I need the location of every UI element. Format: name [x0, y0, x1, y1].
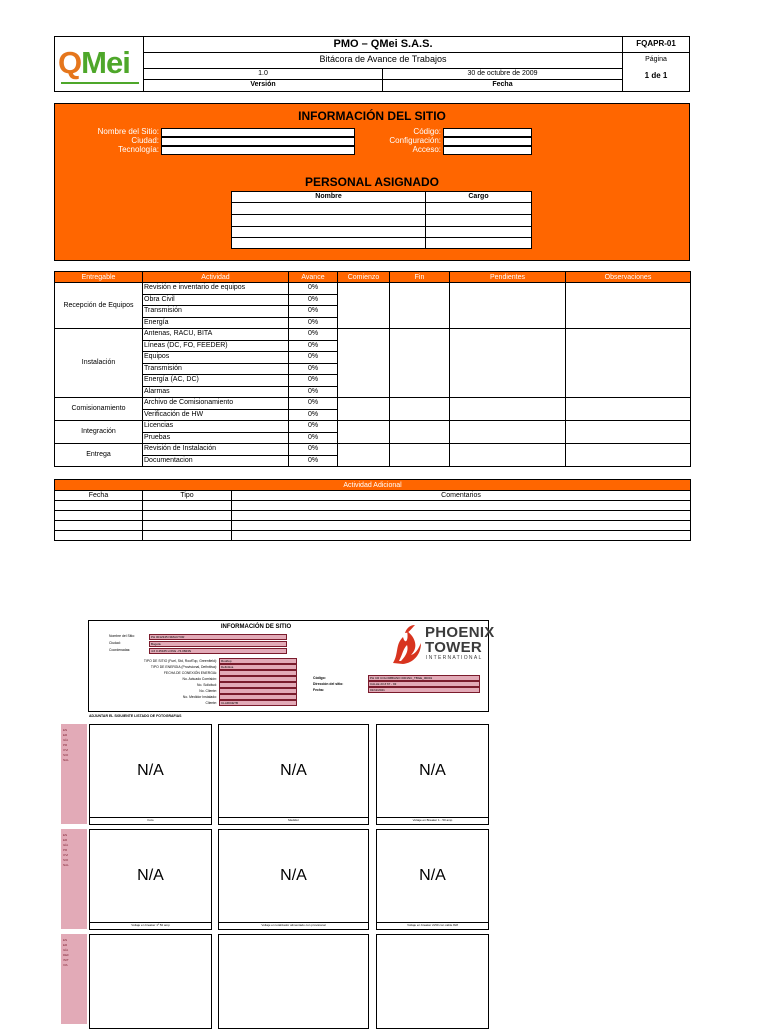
site-info-panel — [54, 103, 690, 261]
page-label: Página — [645, 56, 667, 63]
pending-cell[interactable] — [450, 283, 566, 329]
photo-caption: Voltaje en Breaker 1 - 50 amp — [377, 817, 488, 824]
side-band — [61, 934, 87, 1024]
col-observations: Observaciones — [566, 272, 691, 283]
personnel-header-name: Nombre — [315, 193, 342, 200]
photo-slot[interactable] — [218, 724, 369, 825]
end-cell[interactable] — [390, 283, 450, 329]
report-label: Dirección del sitio: — [313, 682, 344, 686]
doc-code: FQAPR-01 — [636, 39, 676, 48]
photo-slot[interactable] — [89, 934, 212, 1029]
report-label: FECHA DE CONEXIÓN ENERGIA: — [163, 671, 217, 675]
report-value: Rooftop — [219, 658, 297, 664]
observations-cell[interactable] — [566, 329, 691, 398]
col-comments: Comentarios — [232, 491, 691, 501]
technology-field[interactable] — [161, 146, 355, 155]
report-value: Bogotá — [149, 641, 287, 647]
progress-cell[interactable]: 0% — [289, 455, 338, 467]
progress-cell[interactable]: 0% — [289, 283, 338, 295]
activity-cell: Verificación de HW — [143, 409, 289, 421]
report-label: Nombre del Sitio: — [109, 634, 136, 638]
site-info-title: INFORMACIÓN DEL SITIO — [298, 109, 446, 123]
report-label: TIPO DE ENERGIA (Provisional, Definitiva): — [150, 665, 217, 669]
table-row — [55, 421, 691, 433]
photo-slot[interactable] — [218, 934, 369, 1029]
activity-cell: Pruebas — [143, 432, 289, 444]
logo-mei: Mei — [81, 45, 130, 80]
progress-cell[interactable]: 0% — [289, 294, 338, 306]
qmei-logo — [55, 37, 144, 91]
report-value: 01/11/2021 — [368, 687, 480, 693]
activity-cell: Obra Civil — [143, 294, 289, 306]
end-cell[interactable] — [390, 444, 450, 467]
additional-activity-table — [54, 479, 690, 541]
progress-cell[interactable]: 0% — [289, 421, 338, 433]
label-access: Acceso: — [412, 145, 441, 154]
date-value: 30 de octubre de 2009 — [467, 70, 538, 77]
report-label: No. Cliente: — [199, 689, 217, 693]
progress-cell[interactable]: 0% — [289, 329, 338, 341]
access-field[interactable] — [443, 146, 532, 155]
progress-cell[interactable]: 0% — [289, 409, 338, 421]
progress-cell[interactable]: 0% — [289, 352, 338, 364]
col-activity: Actividad — [143, 272, 289, 283]
date-label: Fecha — [492, 81, 513, 88]
report-label: Fecha: — [313, 688, 324, 692]
activity-cell: Energía — [143, 317, 289, 329]
col-type: Tipo — [143, 491, 232, 501]
report-label: Código: — [313, 676, 326, 680]
start-cell[interactable] — [338, 421, 390, 444]
deliverable-cell: Comisionamiento — [55, 398, 143, 421]
report-label: No. Medidor Instalado: — [182, 695, 217, 699]
col-progress: Avance — [289, 272, 338, 283]
report-label: No. Actuado Comisión: — [182, 677, 217, 681]
table-row[interactable] — [55, 521, 691, 531]
document-header — [54, 36, 690, 92]
personnel-header-role: Cargo — [468, 193, 489, 200]
activity-cell: Revisión e inventario de equipos — [143, 283, 289, 295]
photo-slot[interactable] — [89, 724, 212, 825]
start-cell[interactable] — [338, 444, 390, 467]
version-value: 1.0 — [258, 70, 268, 77]
configuration-field[interactable] — [443, 137, 532, 146]
observations-cell[interactable] — [566, 398, 691, 421]
start-cell[interactable] — [338, 329, 390, 398]
col-pending: Pendientes — [450, 272, 566, 283]
col-end: Fin — [390, 272, 450, 283]
activity-cell: Documentacion — [143, 455, 289, 467]
progress-cell[interactable]: 0% — [289, 444, 338, 456]
side-band — [61, 724, 87, 824]
photo-placeholder: N/A — [419, 867, 446, 884]
photo-placeholder: N/A — [280, 867, 307, 884]
photo-slot[interactable] — [376, 934, 489, 1029]
start-cell[interactable] — [338, 283, 390, 329]
table-row[interactable] — [55, 501, 691, 511]
progress-cell[interactable]: 0% — [289, 317, 338, 329]
table-row — [55, 329, 691, 341]
version-label: Versión — [250, 81, 276, 88]
logo-phoenix: PHOENIX — [425, 624, 495, 641]
label-site-name: Nombre del Sitio: — [97, 127, 159, 136]
photo-placeholder: N/A — [280, 762, 307, 779]
deliverable-cell: Recepción de Equipos — [55, 283, 143, 329]
report-label: Coordenadas: — [109, 648, 131, 652]
label-city: Ciudad: — [131, 136, 159, 145]
activity-cell: Licencias — [143, 421, 289, 433]
observations-cell[interactable] — [566, 421, 691, 444]
personnel-table — [231, 191, 532, 249]
label-configuration: Configuración: — [389, 136, 441, 145]
observations-cell[interactable] — [566, 444, 691, 467]
activity-cell: Transmisión — [143, 306, 289, 318]
pending-cell[interactable] — [450, 444, 566, 467]
report-label: TIPO DE SITIO (Fuel, Std, RoofTop, Greenfield): — [143, 659, 217, 663]
header-center — [144, 37, 622, 91]
photo-caption: Voltaje en breaker 1º 50 amp — [90, 922, 211, 929]
side-band-label: ENERGÍA PROVISIONAL — [63, 833, 69, 867]
photo-slot[interactable] — [376, 724, 489, 825]
progress-cell[interactable]: 0% — [289, 432, 338, 444]
activity-cell: Energía (AC, DC) — [143, 375, 289, 387]
doc-subtitle: Bitácora de Avance de Trabajos — [319, 54, 447, 64]
city-field[interactable] — [161, 137, 355, 146]
activity-cell: Equipos — [143, 352, 289, 364]
report-value: Definitiva — [219, 664, 297, 670]
header-right — [622, 37, 689, 91]
progress-cell[interactable]: 0% — [289, 398, 338, 410]
report-value: CLARO/ETB — [219, 700, 297, 706]
report-label: No. Solicitud: — [197, 683, 217, 687]
start-cell[interactable] — [338, 398, 390, 421]
pending-cell[interactable] — [450, 398, 566, 421]
additional-title: Actividad Adicional — [55, 480, 691, 491]
doc-title: PMO – QMei S.A.S. — [333, 38, 433, 50]
side-band-label: ENERGÍA DEFINITIVA — [63, 938, 69, 967]
photo-placeholder: N/A — [137, 762, 164, 779]
end-cell[interactable] — [390, 398, 450, 421]
progress-cell[interactable]: 0% — [289, 375, 338, 387]
activity-cell: Alarmas — [143, 386, 289, 398]
side-band — [61, 829, 87, 929]
page-value: 1 de 1 — [644, 71, 668, 80]
report-value: 4.6 0.45165 LONG -74.0823N — [149, 648, 287, 654]
table-row[interactable] — [55, 511, 691, 521]
report-label: Cliente: — [205, 701, 217, 705]
side-band-label: ENERGÍA PROVISIONAL — [63, 728, 69, 762]
personnel-title: PERSONAL ASIGNADO — [304, 175, 439, 189]
logo-tower: TOWER — [425, 639, 483, 656]
photo-placeholder: N/A — [137, 867, 164, 884]
activities-table — [54, 271, 690, 467]
activity-cell: Transmisión — [143, 363, 289, 375]
progress-cell[interactable]: 0% — [289, 340, 338, 352]
col-date: Fecha — [55, 491, 143, 501]
report-value: CALLE 23 # 67 - 93 — [368, 681, 480, 687]
photo-caption: Voltaje en breaker 2x50 con cable 8x8 — [377, 922, 488, 929]
col-start: Comienzo — [338, 272, 390, 283]
pending-cell[interactable] — [450, 329, 566, 398]
photo-caption: Medidor — [219, 817, 368, 824]
phoenix-bird-icon — [389, 623, 423, 665]
phoenix-tower-logo — [389, 623, 495, 667]
photo-caption: Foto — [90, 817, 211, 824]
report-title: INFORMACIÓN DE SITIO — [220, 624, 292, 630]
activity-cell: Revisión de Instalación — [143, 444, 289, 456]
photo-slot[interactable] — [376, 829, 489, 930]
site-name-field[interactable] — [161, 128, 355, 137]
observations-cell[interactable] — [566, 283, 691, 329]
table-row — [55, 398, 691, 410]
table-row[interactable] — [55, 531, 691, 541]
photo-slot[interactable] — [89, 829, 212, 930]
report-value: PH CR COLOMBIANO 0001NC_TBGE_00001 — [368, 675, 480, 681]
col-deliverable: Entregable — [55, 272, 143, 283]
activity-cell: Archivo de Comisionamiento — [143, 398, 289, 410]
site-report-header — [88, 620, 495, 712]
end-cell[interactable] — [390, 329, 450, 398]
progress-cell[interactable]: 0% — [289, 306, 338, 318]
deliverable-cell: Instalación — [55, 329, 143, 398]
photo-caption: Voltaje en totalizador alimentado con provisional — [219, 922, 368, 929]
photo-slot[interactable] — [218, 829, 369, 930]
table-row — [55, 444, 691, 456]
logo-q: Q — [58, 45, 82, 80]
pending-cell[interactable] — [450, 421, 566, 444]
activity-cell: Antenas, RACU, BITA — [143, 329, 289, 341]
end-cell[interactable] — [390, 421, 450, 444]
label-technology: Tecnología: — [118, 145, 159, 154]
photo-list-note: ADJUNTAR EL SIGUIENTE LISTADO DE FOTOGRAFIAS — [89, 714, 182, 718]
progress-cell[interactable]: 0% — [289, 363, 338, 375]
table-row — [55, 283, 691, 295]
report-value: PH 0012345 NIMACTOR — [149, 634, 287, 640]
logo-international: INTERNATIONAL — [426, 655, 483, 661]
label-code: Código: — [413, 127, 441, 136]
deliverable-cell: Integración — [55, 421, 143, 444]
photo-placeholder: N/A — [419, 762, 446, 779]
report-label: Ciudad: — [109, 641, 121, 645]
code-field[interactable] — [443, 128, 532, 137]
deliverable-cell: Entrega — [55, 444, 143, 467]
activity-cell: Líneas (DC, FO, FEEDER) — [143, 340, 289, 352]
progress-cell[interactable]: 0% — [289, 386, 338, 398]
